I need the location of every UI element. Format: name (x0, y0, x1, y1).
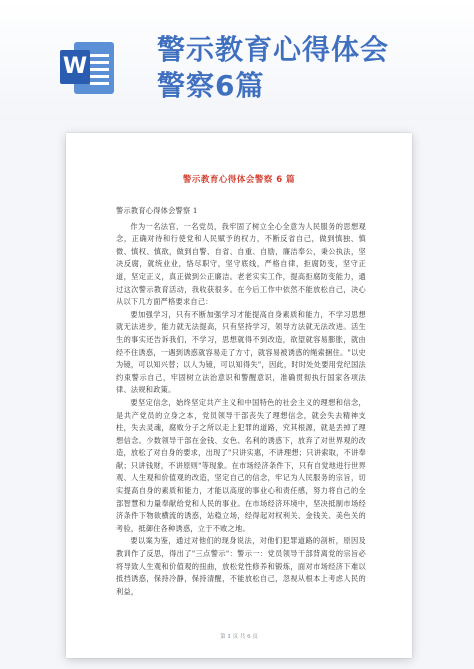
footer-suffix: 页 (252, 634, 258, 640)
page-number-footer (66, 632, 412, 640)
footer-prefix: 第 (220, 634, 226, 640)
page-title (157, 32, 467, 104)
document-paragraph: 要坚定信念，始终坚定共产主义和中国特色的社会主义的理想和信念，是共产党员的立身之本，党员领导干部丧失了理想信念，就会失去精神支柱，失去灵魂，腐败分子之所以走上犯罪的道路，究其根源，就是丢掉了理想信念。少数领导干部在金钱、女色、名利的诱惑下，放弃了对世界观的改造，放松了对自身的要求，出现了"只讲实惠，不讲理想；只讲索取，不讲奉献；只讲钱财，不讲原则"等现象。在市场经济条件下，只有自觉地进行世界观、人生观和价值观的改造，坚定自己的信念，牢记为人民服务的宗旨，切实提高自身的素质和能力，才能以高度的事业心和责任感，努力将自己的全部智慧和力量奉献给党和人民的事业。在市场经济环境中，坚决抵制市场经济条件下物欲横流的诱惑，站稳立场，经得起对权利关、金钱关、美色关的考验，抵御住各种诱惑，立于不败之地。 (116, 397, 366, 533)
document-paragraph: 要加强学习，只有不断加强学习才能提高自身素质和能力，不学习思想就无法进步，能力就无法提高，只有坚持学习，领导方法就无法改进。活生生的事实还告诉我们，不学习，思想就得不到改造，欲望就容易膨胀，就由经不住诱惑，一遇到诱惑就容易走了方寸，就容易被诱惑的绳索捆住。"以史为镜，可以知兴替；以人为镜，可以知得失"，因此，时时处处要用党纪国法约束警示自己，牢固树立法治意识和警醒意识，准确贯彻执行国家各项法律、法规和政策。 (116, 309, 366, 395)
word-logo-letter: W (60, 50, 90, 84)
word-document-icon (60, 40, 116, 96)
document-subheading: 警示教育心得体会警察 1 (116, 206, 198, 215)
total-page-number: 6 (247, 634, 251, 640)
page-title-line-1: 警示教育心得体会 (157, 33, 390, 66)
document-title: 警示教育心得体会警察 6 篇 (182, 175, 296, 185)
document-body (116, 205, 366, 598)
document-paragraph: 作为一名法官、一名党员，我牢固了树立全心全意为人民服务的思想观念，正确对待和行使党和人民赋予的权力，不断反省自己，做到慎独、慎微、慎权、慎欲，做到自警、自省、自重、自励，廉洁奉公，秉公执法，坚决反腐，就统业业，恪尽职守，坚守底线，严格自律，拒腐防变，坚守正道，坚定正义，真正做到公正廉洁。老老实实工作，提高拒腐防变能力，通过这次警示教育活动，我收获很多。在今后工作中依然不能放松自己，决心从以下几方面严格要求自己： (116, 221, 366, 307)
document-paragraph: 要以案为鉴，通过对他们的现身说法，对他们犯罪道路的剖析，原因及教训作了反思，得出了"三点警示"：警示一：党员领导干部背离党的宗旨必将导致人生观和价值观的扭曲，放松党性修养和锻炼，面对市场经济下难以抵挡诱惑，保持冷静，保持清醒，不能放松自己，忽视从根本上考虑人民的利益， (116, 536, 366, 596)
page-title-line-2: 警察6篇 (157, 69, 265, 102)
document-preview (66, 133, 412, 658)
current-page-number: 1 (227, 634, 231, 640)
footer-middle: 页 共 (232, 634, 246, 640)
